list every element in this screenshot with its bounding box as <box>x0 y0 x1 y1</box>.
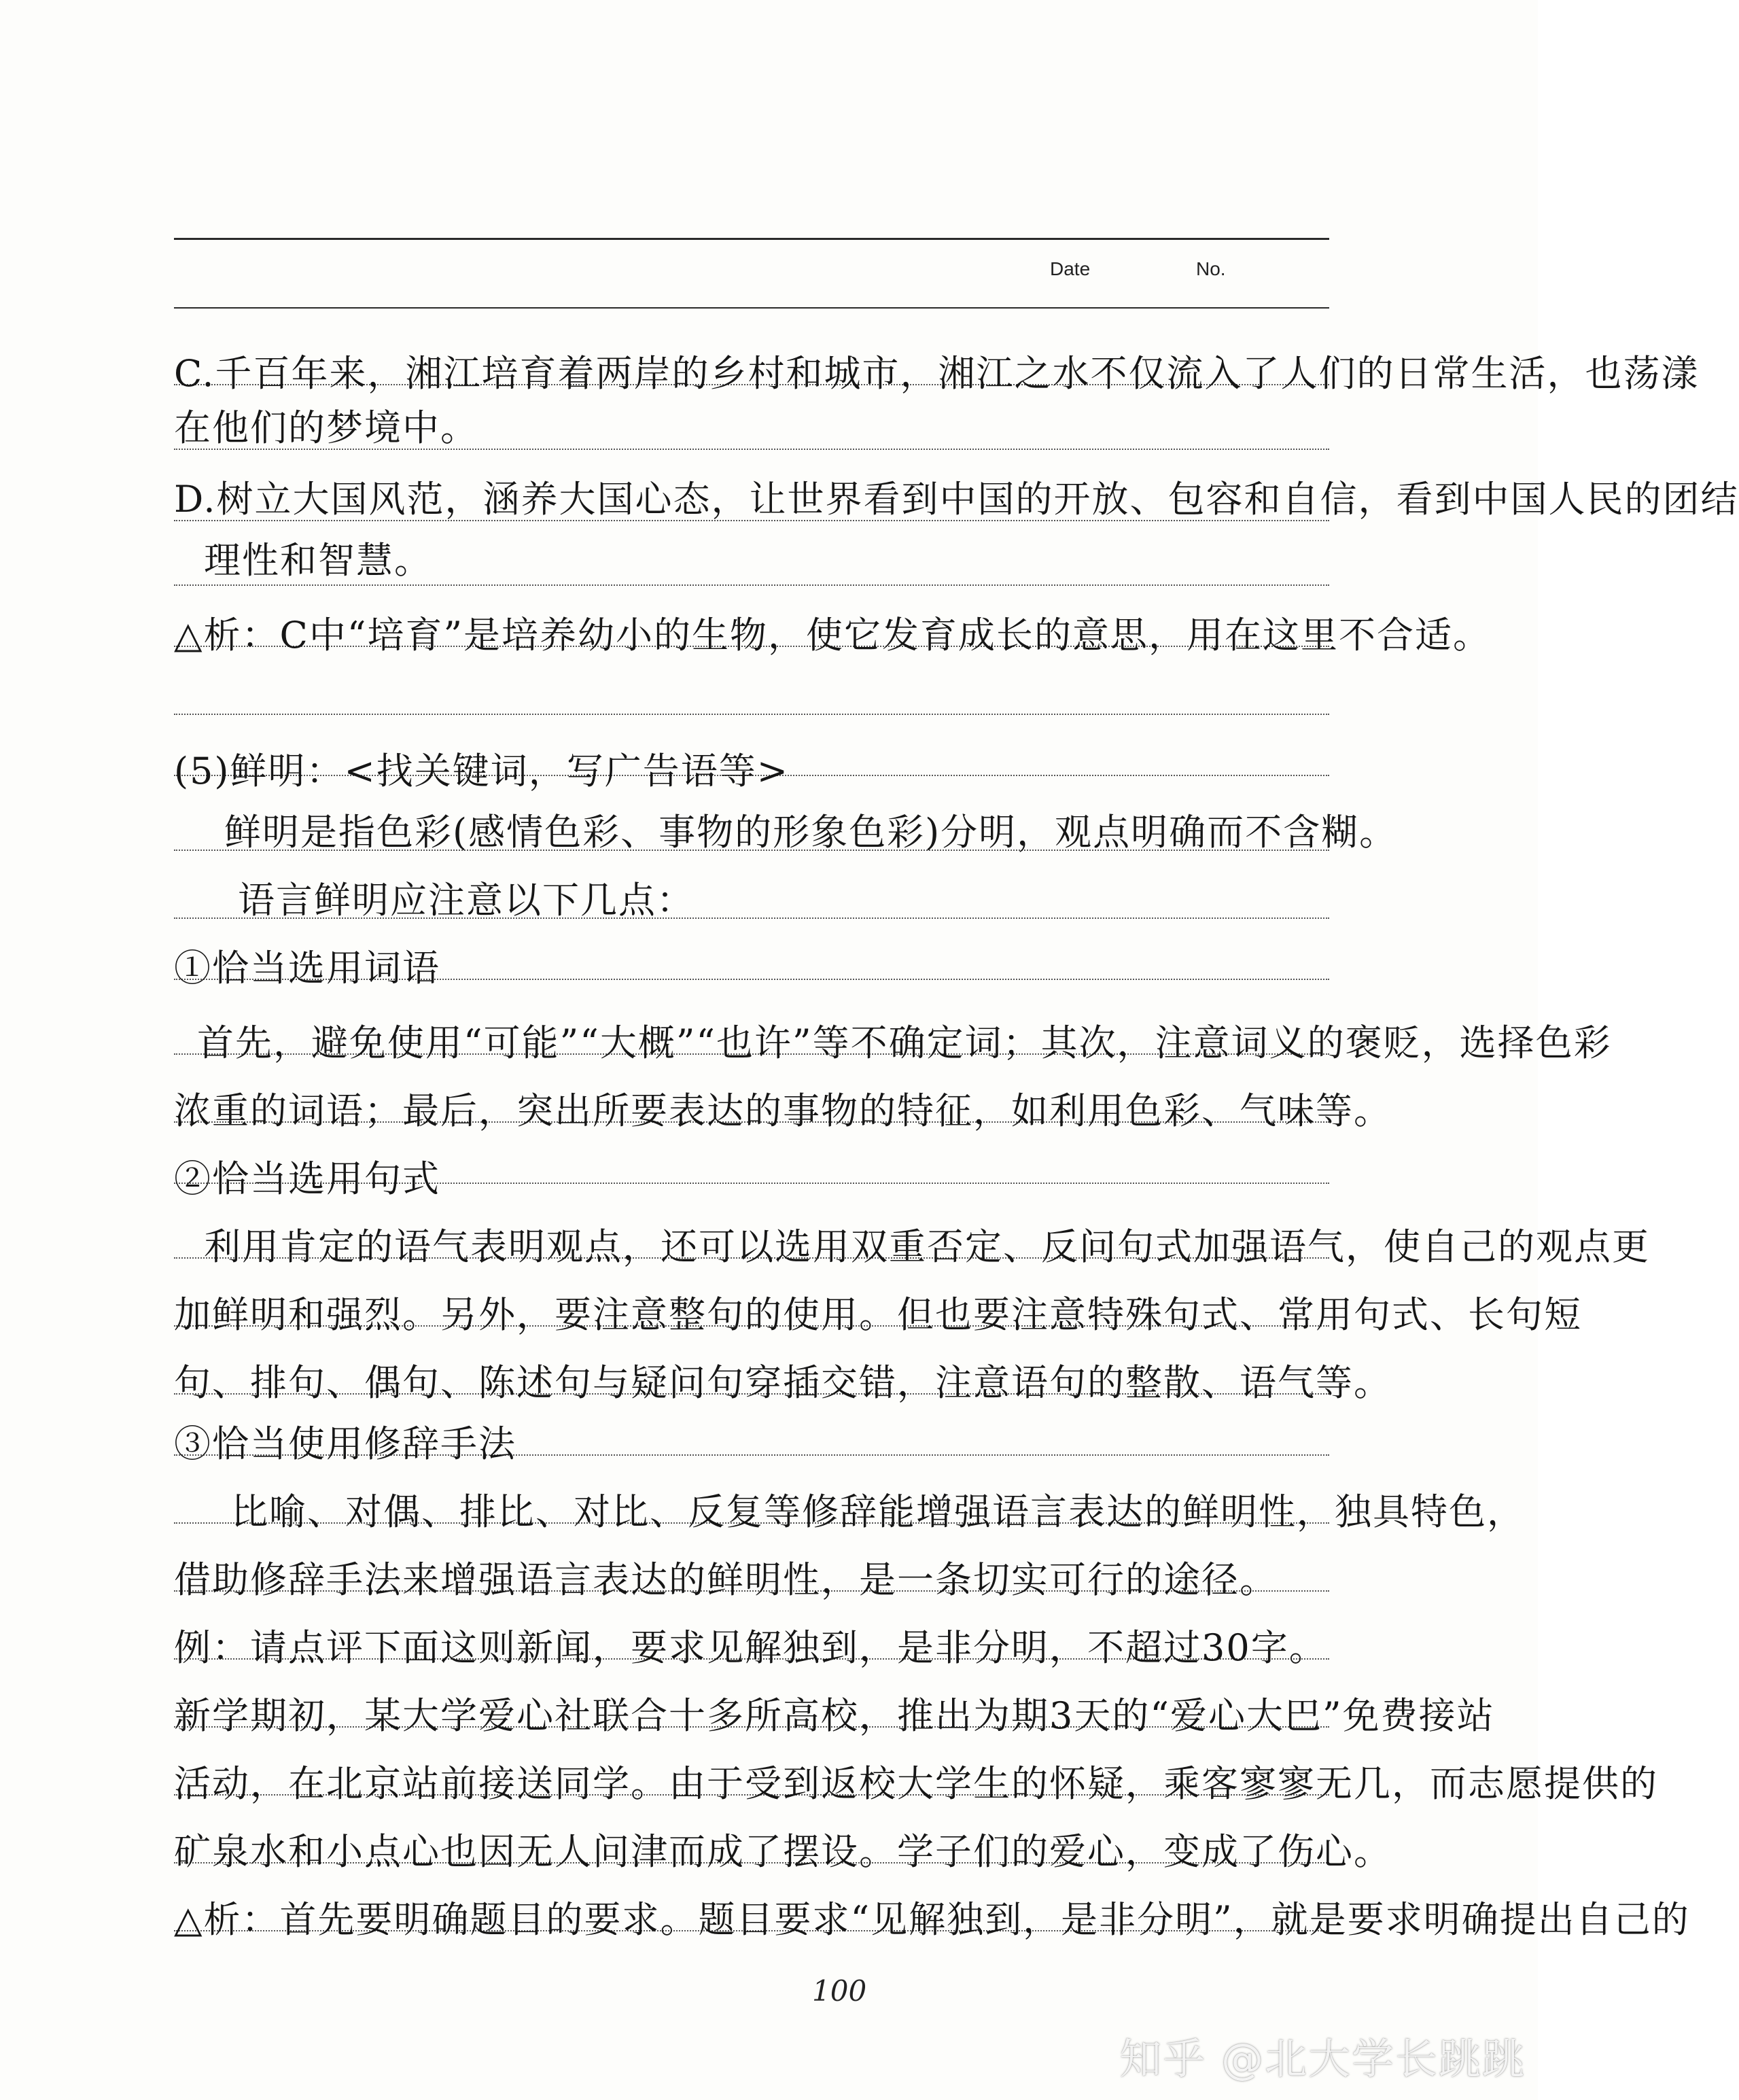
text-line: ②恰当选用句式 <box>174 1157 440 1200</box>
text-line: 借助修辞手法来增强语言表达的鲜明性，是一条切实可行的途径。 <box>174 1558 1278 1601</box>
text-line: 句、排句、偶句、陈述句与疑问句穿插交错，注意语句的整散、语气等。 <box>174 1361 1392 1404</box>
text-line: (5)鲜明：<找关键词，写广告语等> <box>174 750 789 792</box>
number-label: No. <box>1196 258 1226 279</box>
text-line: 活动，在北京站前接送同学。由于受到返校大学生的怀疑，乘客寥寥无几，而志愿提供的 <box>174 1762 1658 1805</box>
text-line: 浓重的词语；最后，突出所要表达的事物的特征，如利用色彩、气味等。 <box>174 1089 1392 1132</box>
watermark: 知乎 @北大学长跳跳 <box>1119 2034 1526 2084</box>
text-line: 比喻、对偶、排比、对比、反复等修辞能增强语言表达的鲜明性，独具特色， <box>231 1490 1525 1533</box>
text-line: ①恰当选用词语 <box>174 947 440 990</box>
text-line: C.千百年来，湘江培育着两岸的乡村和城市，湘江之水不仅流入了人们的日常生活，也荡漾 <box>174 352 1700 395</box>
text-line: △析：C中“培育”是培养幼小的生物，使它发育成长的意思，用在这里不合适。 <box>174 614 1492 657</box>
text-line: 在他们的梦境中。 <box>174 406 478 449</box>
text-line: 首先，避免使用“可能”“大概”“也许”等不确定词；其次，注意词义的褒贬，选择色彩 <box>197 1021 1612 1064</box>
text-line: D.树立大国风范，涵养大国心态，让世界看到中国的开放、包容和自信，看到中国人民的团结 <box>174 478 1739 521</box>
page-number: 100 <box>812 1974 867 2008</box>
text-line: ③恰当使用修辞手法 <box>174 1422 516 1465</box>
text-line: 利用肯定的语气表明观点，还可以选用双重否定、反问句式加强语气，使自己的观点更 <box>204 1225 1650 1268</box>
text-line: 鲜明是指色彩(感情色彩、事物的形象色彩)分明，观点明确而不含糊。 <box>224 811 1398 854</box>
text-line: 加鲜明和强烈。另外，要注意整句的使用。但也要注意特殊句式、常用句式、长句短 <box>174 1293 1582 1336</box>
text-line: 矿泉水和小点心也因无人问津而成了摆设。学子们的爱心，变成了伤心。 <box>174 1830 1392 1873</box>
text-line: 理性和智慧。 <box>204 539 432 582</box>
date-label: Date <box>1050 258 1091 279</box>
text-line: △析：首先要明确题目的要求。题目要求“见解独到，是非分明”，就是要求明确提出自己的 <box>174 1898 1690 1941</box>
text-line <box>174 666 1343 727</box>
text-line: 新学期初，某大学爱心社联合十多所高校，推出为期3天的“爱心大巴”免费接站 <box>174 1694 1495 1737</box>
text-line: 例：请点评下面这则新闻，要求见解独到，是非分明，不超过30字。 <box>174 1626 1327 1669</box>
text-line: 语言鲜明应注意以下几点： <box>238 879 695 922</box>
